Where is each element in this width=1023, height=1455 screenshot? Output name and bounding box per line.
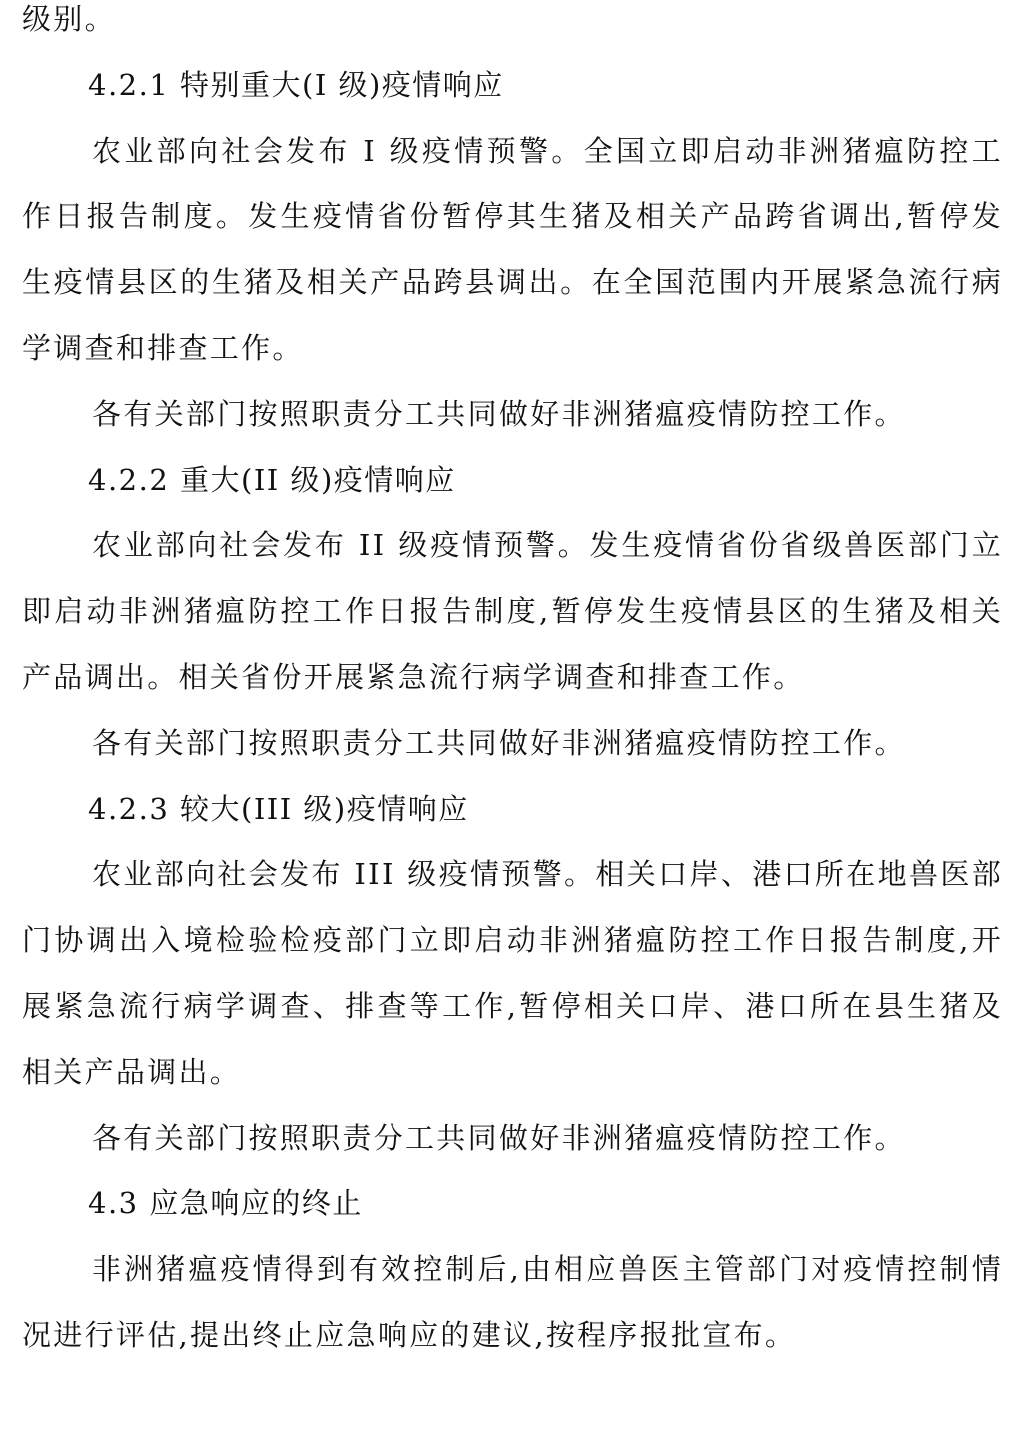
paragraph-level-2-departments: 各有关部门按照职责分工共同做好非洲猪瘟疫情防控工作。 bbox=[92, 725, 906, 760]
section-heading-4-2-3: 4.2.3 较大(III 级)疫情响应 bbox=[88, 791, 469, 826]
paragraph-termination: 非洲猪瘟疫情得到有效控制后,由相应兽医主管部门对疫情控制情况进行评估,提出终止应急响应的建议,按程序报批宣布。 bbox=[22, 1252, 1003, 1352]
paragraph-level-2-measures: 农业部向社会发布 II 级疫情预警。发生疫情省份省级兽医部门立即启动非洲猪瘟防控工作日报告制度,暂停发生疫情县区的生猪及相关产品调出。相关省份开展紧急流行病学调查和排查工作。 bbox=[22, 528, 1003, 694]
paragraph-level-3-departments: 各有关部门按照职责分工共同做好非洲猪瘟疫情防控工作。 bbox=[92, 1120, 906, 1155]
paragraph-level-1-measures: 农业部向社会发布 I 级疫情预警。全国立即启动非洲猪瘟防控工作日报告制度。发生疫情省份暂停其生猪及相关产品跨省调出,暂停发生疫情县区的生猪及相关产品跨县调出。在全国范围内开展紧急流行病学调查和排查工作。 bbox=[22, 133, 1003, 365]
paragraph-level-3-measures: 农业部向社会发布 III 级疫情预警。相关口岸、港口所在地兽医部门协调出入境检验检疫部门立即启动非洲猪瘟防控工作日报告制度,开展紧急流行病学调查、排查等工作,暂停相关口岸、港口所在县生猪及相关产品调出。 bbox=[22, 857, 1003, 1089]
paragraph-level-1-departments: 各有关部门按照职责分工共同做好非洲猪瘟疫情防控工作。 bbox=[92, 396, 906, 431]
section-heading-4-2-2: 4.2.2 重大(II 级)疫情响应 bbox=[88, 462, 456, 497]
document-page bbox=[22, 0, 1003, 1369]
paragraph-continuation: 级别。 bbox=[22, 2, 116, 36]
section-heading-4-3: 4.3 应急响应的终止 bbox=[88, 1186, 363, 1221]
section-heading-4-2-1: 4.2.1 特别重大(I 级)疫情响应 bbox=[88, 67, 504, 102]
